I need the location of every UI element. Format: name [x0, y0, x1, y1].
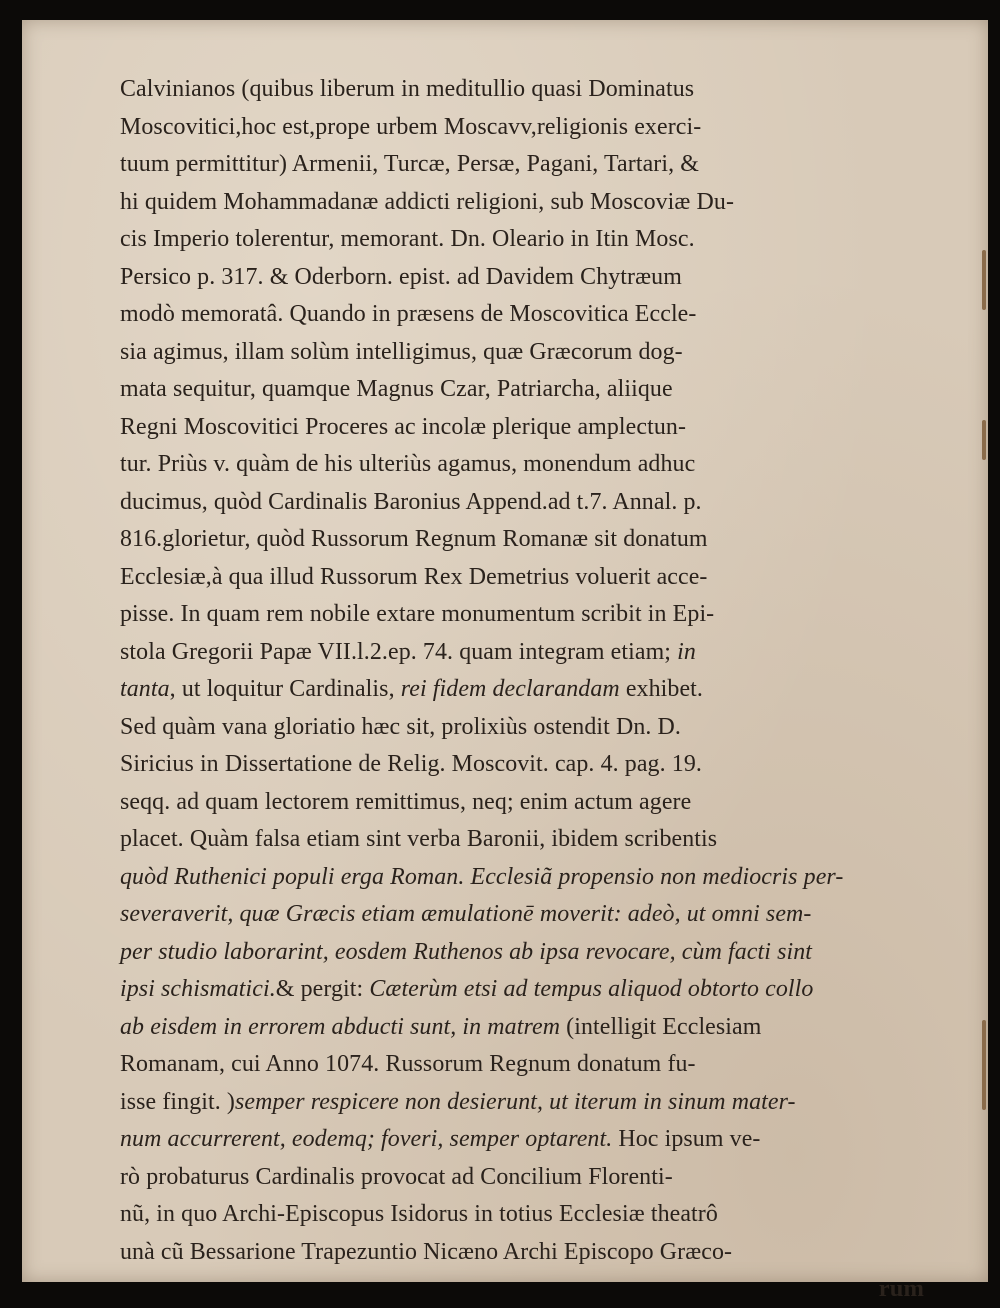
text-line [120, 595, 940, 633]
text-line [120, 483, 940, 521]
text-line [120, 108, 940, 146]
text-line [120, 1195, 940, 1233]
italic-text-segment: semper respicere non desierunt, ut iterum in sinum mater- [234, 1087, 796, 1115]
text-segment: Ecclesiæ,à qua illud Russorum Rex Demetrius voluerit acce- [120, 562, 708, 590]
page-edge-mark [982, 420, 986, 460]
text-line [120, 858, 940, 896]
text-segment: tuum permittitur) Armenii, Turcæ, Persæ, Pagani, Tartari, & [120, 150, 699, 177]
text-segment: placet. Quàm falsa etiam sint verba Baronii, ibidem scribentis [120, 825, 718, 852]
text-line [120, 520, 940, 558]
text-segment: 816.glorietur, quòd Russorum Regnum Romanæ sit donatum [120, 525, 708, 552]
text-line [120, 370, 940, 408]
text-line [120, 258, 940, 296]
text-line [120, 670, 940, 708]
page-edge-mark [982, 1020, 986, 1110]
italic-text-segment: quòd Ruthenici populi erga Roman. Ecclesiã propensio non mediocris per- [120, 862, 844, 890]
body-text [120, 70, 960, 1308]
text-segment: exhibet. [619, 675, 704, 702]
text-segment: Calvinianos (quibus liberum in meditullio quasi Dominatus [120, 75, 695, 102]
text-line [120, 1083, 940, 1121]
text-line [120, 445, 940, 483]
text-segment: stola Gregorii Papæ VII.l.2.ep. 74. quam integram etiam; [120, 637, 678, 665]
text-segment: Siricius in Dissertatione de Relig. Moscovit. cap. 4. pag. 19. [120, 750, 702, 777]
italic-text-segment: severaverit, quæ Græcis etiam æmulationē moverit: adeò, ut omni sem- [120, 900, 812, 927]
text-segment: tur. Priùs v. quàm de his ulteriùs agamus, monendum adhuc [120, 450, 696, 477]
text-segment: Moscovitici,hoc est,prope urbem Moscavv,religionis exerci- [120, 112, 702, 140]
text-line [120, 895, 940, 933]
text-line [120, 558, 940, 596]
text-line [120, 1045, 940, 1083]
text-segment: Regni Moscovitici Proceres ac incolæ plerique amplectun- [120, 412, 687, 440]
text-segment: seqq. ad quam lectorem remittimus, neq; enim actum agere [120, 787, 692, 815]
text-segment: (intelligit Ecclesiam [560, 1012, 762, 1040]
italic-text-segment: per studio laborarint, eosdem Ruthenos ab ipsa revocare, cùm facti sint [120, 937, 813, 965]
text-line [120, 1120, 940, 1158]
text-line [120, 408, 940, 446]
text-segment: rò probaturus Cardinalis provocat ad Concilium Florenti- [120, 1162, 673, 1190]
text-line [120, 970, 940, 1008]
text-line [120, 1158, 940, 1196]
text-segment: Persico p. 317. & Oderborn. epist. ad Davidem Chytræum [120, 262, 682, 290]
text-line [120, 295, 940, 333]
catchword: rum [878, 1275, 924, 1302]
text-segment: nũ, in quo Archi-Episcopus Isidorus in totius Ecclesiæ theatrô [120, 1200, 718, 1227]
text-segment: hi quidem Mohammadanæ addicti religioni, sub Moscoviæ Du- [120, 187, 735, 215]
text-line [120, 708, 940, 746]
italic-text-segment: ab eisdem in errorem abducti sunt, in matrem [120, 1012, 561, 1040]
text-line [120, 933, 940, 971]
text-segment: sia agimus, illam solùm intelligimus, quæ Græcorum dog- [120, 337, 683, 365]
text-segment: isse fingit. ) [120, 1087, 235, 1115]
text-segment: Sed quàm vana gloriatio hæc sit, prolixiùs ostendit Dn. D. [120, 712, 682, 740]
italic-text-segment: num accurrerent, eodemq; foveri, semper optarent. [120, 1125, 613, 1152]
text-line [120, 70, 940, 108]
text-line [120, 145, 940, 183]
text-segment: modò memoratâ. Quando in præsens de Moscovitica Eccle- [120, 300, 697, 327]
text-line [120, 333, 940, 371]
text-line [120, 183, 940, 221]
text-line [120, 1233, 940, 1271]
text-line [120, 783, 940, 821]
text-segment: ducimus, quòd Cardinalis Baronius Append.ad t.7. Annal. p. [120, 487, 702, 515]
italic-text-segment: in [677, 637, 696, 665]
text-line [120, 633, 940, 671]
text-segment: Hoc ipsum ve- [612, 1125, 761, 1152]
text-line [120, 1008, 940, 1046]
text-line [120, 820, 940, 858]
text-segment: mata sequitur, quamque Magnus Czar, Patriarcha, aliique [120, 375, 673, 402]
text-line [120, 745, 940, 783]
text-segment: cis Imperio tolerentur, memorant. Dn. Oleario in Itin Mosc. [120, 225, 695, 252]
text-segment: pisse. In quam rem nobile extare monumentum scribit in Epi- [120, 600, 715, 627]
italic-text-segment: rei fidem declarandam [400, 675, 620, 702]
italic-text-segment: tanta [120, 675, 170, 702]
text-segment: unà cũ Bessarione Trapezuntio Nicæno Archi Episcopo Græco- [120, 1237, 733, 1265]
text-segment: Romanam, cui Anno 1074. Russorum Regnum donatum fu- [120, 1050, 696, 1077]
text-segment: & pergit: [275, 975, 370, 1002]
page-edge-mark [982, 250, 986, 310]
text-line [120, 220, 940, 258]
italic-text-segment: Cæterùm etsi ad tempus aliquod obtorto collo [369, 975, 814, 1002]
text-segment: , ut loquitur Cardinalis, [169, 675, 401, 702]
italic-text-segment: ipsi schismatici. [120, 975, 276, 1002]
